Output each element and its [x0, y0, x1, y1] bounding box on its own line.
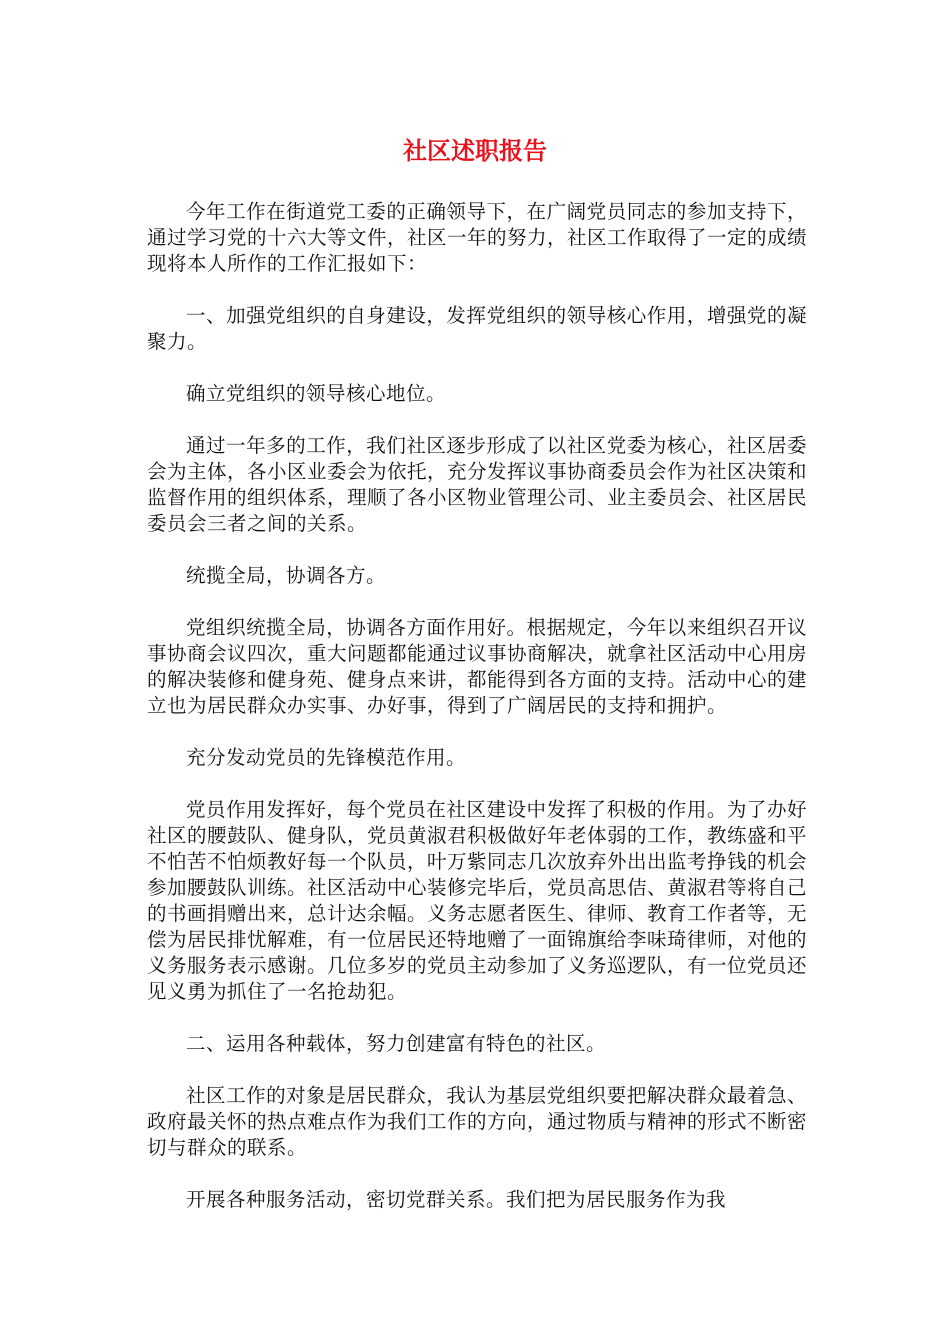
paragraph-section-2-heading: 二、运用各种载体，努力创建富有特色的社区。 [186, 1032, 607, 1055]
paragraph-vanguard-body: 党员作用发挥好，每个党员在社区建设中发挥了积极的作用。为了办好社区的腰鼓队、健身队，党员黄淑君积极做好年老体弱的工作，教练盛和平不怕苦不怕烦教好每一个队员，叶万紫同志几次放弃外出出监考挣钱的机会参加腰鼓队训练。社区活动中心装修完毕后，党员高思佶、黄淑君等将自己的书画捐赠出来，总计达余幅。义务志愿者医生、律师、教育工作者等，无偿为居民排忧解难，有一位居民还特地赠了一面锦旗给李味琦律师，对他的义务服务表示感谢。几位多岁的党员主动参加了义务巡逻队，有一位党员还见义勇为抓住了一名抢劫犯。 [147, 798, 808, 1003]
paragraph-subheading-coordination: 统揽全局，协调各方。 [186, 564, 387, 587]
document-title: 社区述职报告 [403, 137, 547, 165]
paragraph-coordination-body: 党组织统揽全局，协调各方面作用好。根据规定，今年以来组织召开议事协商会议四次，重大问题都能通过议事协商解决，就拿社区活动中心用房的解决装修和健身苑、健身点来讲，都能得到各方面的支持。活动中心的建立也为居民群众办实事、办好事，得到了广阔居民的支持和拥护。 [147, 616, 808, 717]
paragraph-intro: 今年工作在街道党工委的正确领导下，在广阔党员同志的参加支持下，通过学习党的十六大等文件，社区一年的努力，社区工作取得了一定的成绩现将本人所作的工作汇报如下： [147, 200, 808, 275]
paragraph-subheading-vanguard: 充分发动党员的先锋模范作用。 [186, 746, 467, 769]
paragraph-section-2-body: 社区工作的对象是居民群众，我认为基层党组织要把解决群众最着急、政府最关怀的热点难点作为我们工作的方向，通过物质与精神的形式不断密切与群众的联系。 [147, 1084, 808, 1159]
paragraph-leadership-body: 通过一年多的工作，我们社区逐步形成了以社区党委为核心，社区居委会为主体，各小区业委会为依托，充分发挥议事协商委员会作为社区决策和监督作用的组织体系，理顺了各小区物业管理公司、业主委员会、社区居民委员会三者之间的关系。 [147, 434, 808, 535]
paragraph-section-1-heading: 一、加强党组织的自身建设，发挥党组织的领导核心作用，增强党的凝聚力。 [147, 304, 807, 353]
paragraph-subheading-leadership: 确立党组织的领导核心地位。 [186, 382, 447, 405]
paragraph-services: 开展各种服务活动，密切党群关系。我们把为居民服务作为我 [186, 1188, 727, 1211]
document-body [147, 199, 807, 1239]
